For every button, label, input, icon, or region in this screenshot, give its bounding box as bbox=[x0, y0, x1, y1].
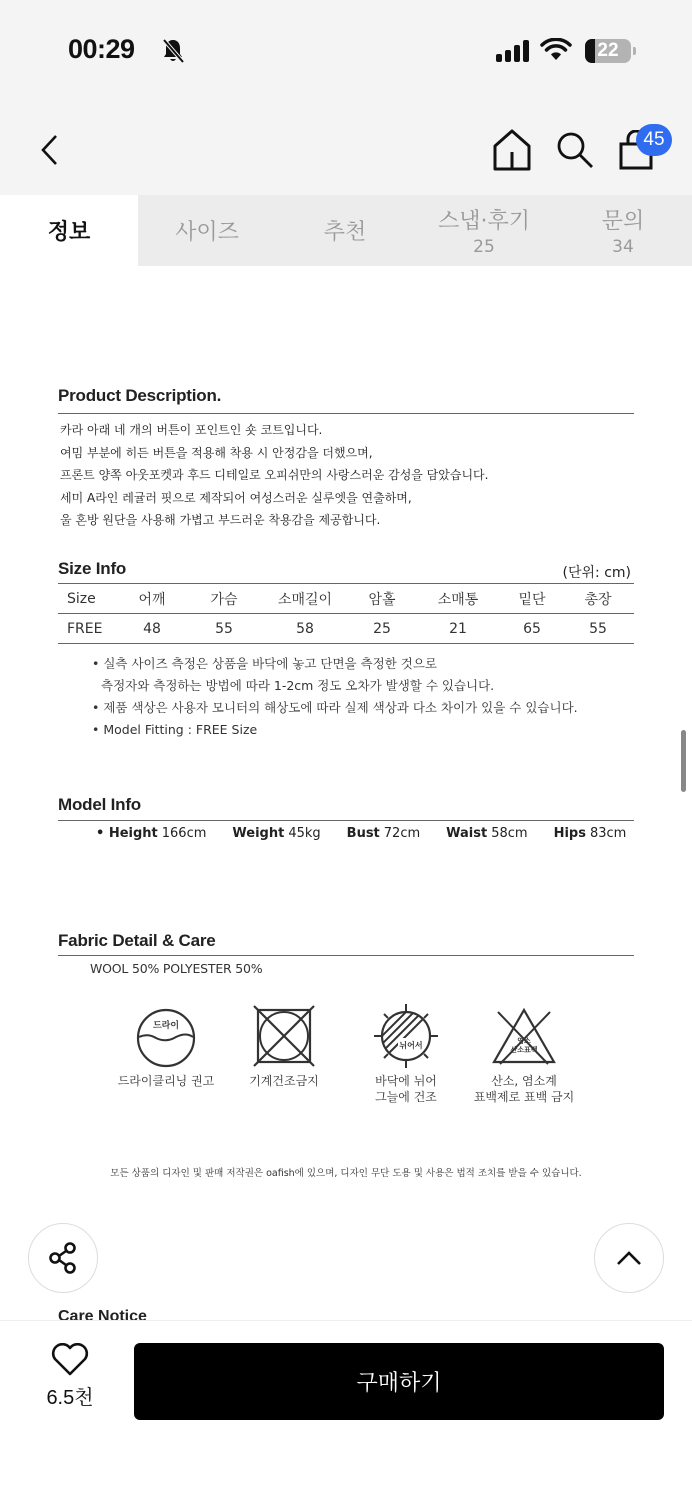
size-table bbox=[58, 584, 634, 644]
size-header-cell: 어깨 bbox=[138, 591, 166, 608]
size-cell: 21 bbox=[449, 620, 467, 637]
wifi-icon bbox=[540, 38, 572, 62]
bottom-action-bar bbox=[0, 1320, 692, 1500]
fabric-composition: WOOL 50% POLYESTER 50% bbox=[90, 961, 263, 976]
size-note: • 제품 색상은 사용자 모니터의 해상도에 따라 실제 색상과 다소 차이가 있을 수 있습니다. bbox=[92, 700, 578, 715]
share-button[interactable] bbox=[28, 1223, 98, 1293]
mute-bell-icon bbox=[161, 38, 185, 64]
tab-snap-review[interactable] bbox=[414, 195, 554, 266]
size-note: • 실측 사이즈 측정은 상품을 바닥에 놓고 단면을 측정한 것으로 bbox=[92, 656, 438, 671]
dry-clean-icon bbox=[134, 1006, 198, 1070]
size-cell: 58 bbox=[296, 620, 314, 637]
tab-size[interactable] bbox=[138, 195, 276, 266]
nav-bar bbox=[0, 100, 692, 195]
model-waist: Waist 58cm bbox=[446, 826, 528, 841]
tab-info[interactable] bbox=[0, 195, 138, 266]
size-cell: 48 bbox=[143, 620, 161, 637]
divider bbox=[58, 955, 634, 956]
description-line: 프론트 양쪽 아웃포켓과 후드 디테일로 오피쉬만의 사랑스러운 감성을 담았습니다. bbox=[60, 468, 489, 482]
model-height: • Height 166cm bbox=[96, 826, 207, 841]
size-header-cell: 소매통 bbox=[437, 591, 479, 608]
copyright-notice: 모든 상품의 디자인 및 판매 저작권은 oafish에 있으며, 디자인 무단 도용 및 사용은 법적 조치를 받을 수 있습니다. bbox=[110, 1168, 582, 1179]
no-bleach-icon bbox=[492, 1006, 556, 1070]
description-line: 울 혼방 원단을 사용해 가볍고 부드러운 착용감을 제공합니다. bbox=[60, 513, 381, 527]
divider bbox=[58, 820, 634, 821]
cart-badge: 45 bbox=[636, 124, 672, 156]
signal-icon bbox=[496, 40, 532, 62]
size-header-cell: 총장 bbox=[584, 591, 612, 608]
no-tumble-dry-icon bbox=[252, 1004, 316, 1068]
model-hips: Hips 83cm bbox=[553, 826, 627, 841]
description-line: 여밈 부분에 히든 버튼을 적용해 착용 시 안정감을 더했으며, bbox=[60, 445, 373, 460]
care-label: 드라이클리닝 권고 bbox=[117, 1074, 215, 1088]
svg-text:드라이: 드라이 bbox=[152, 1021, 180, 1031]
battery-icon bbox=[585, 39, 631, 63]
product-description-body bbox=[60, 419, 488, 532]
status-time: 00:29 bbox=[68, 34, 135, 64]
description-line: 세미 A라인 레귤러 핏으로 제작되어 여성스러운 실루엣을 연출하며, bbox=[60, 490, 412, 505]
care-label: 산소, 염소계 표백제로 표백 금지 bbox=[473, 1074, 575, 1104]
home-icon[interactable] bbox=[492, 128, 532, 172]
size-header-cell: 소매길이 bbox=[277, 591, 333, 608]
size-unit: (단위: cm) bbox=[562, 565, 631, 581]
scrollbar[interactable] bbox=[681, 730, 686, 792]
svg-text:뉘어서: 뉘어서 bbox=[399, 1041, 423, 1050]
size-table-header bbox=[58, 584, 634, 613]
svg-text:염소: 염소 bbox=[517, 1037, 531, 1045]
model-info-title: Model Info bbox=[58, 795, 141, 814]
size-header-cell: Size bbox=[67, 590, 96, 607]
like-button[interactable] bbox=[38, 1343, 102, 1418]
model-weight: Weight 45kg bbox=[232, 826, 321, 841]
size-table-row bbox=[58, 614, 634, 643]
tab-label: 추천 bbox=[323, 220, 367, 245]
size-header-cell: 암홀 bbox=[368, 591, 396, 608]
tab-label: 정보 bbox=[47, 220, 91, 245]
size-note: • Model Fitting : FREE Size bbox=[92, 722, 258, 737]
svg-text:산소표백: 산소표백 bbox=[510, 1046, 538, 1054]
size-header-cell: 밑단 bbox=[518, 591, 546, 608]
product-detail-content bbox=[0, 266, 692, 1320]
buy-button[interactable]: 구매하기 bbox=[134, 1343, 664, 1420]
tab-label: 스냅·후기 bbox=[437, 209, 530, 234]
size-cell: FREE bbox=[67, 620, 103, 637]
size-notes bbox=[92, 653, 578, 741]
tab-count: 34 bbox=[612, 237, 634, 257]
tab-inquiry[interactable] bbox=[554, 195, 692, 266]
tab-label: 사이즈 bbox=[175, 220, 239, 245]
back-icon[interactable] bbox=[34, 130, 64, 170]
care-notice-title: Care Notice bbox=[58, 1308, 147, 1320]
chevron-up-icon bbox=[614, 1248, 644, 1268]
size-info-title: Size Info bbox=[58, 559, 127, 578]
search-icon[interactable] bbox=[555, 130, 595, 170]
size-cell: 55 bbox=[215, 620, 233, 637]
fabric-title: Fabric Detail & Care bbox=[58, 931, 216, 950]
tab-recommend[interactable] bbox=[276, 195, 414, 266]
product-description-title: Product Description. bbox=[58, 386, 222, 405]
like-count: 6.5천 bbox=[46, 1387, 94, 1409]
share-icon bbox=[46, 1241, 80, 1275]
dry-flat-shade-icon bbox=[374, 1004, 438, 1068]
size-header-cell: 가슴 bbox=[210, 591, 238, 608]
battery-cap bbox=[633, 47, 636, 55]
tab-label: 문의 bbox=[601, 209, 645, 234]
description-line: 카라 아래 네 개의 버튼이 포인트인 숏 코트입니다. bbox=[60, 423, 323, 437]
heart-icon bbox=[51, 1343, 89, 1377]
tab-bar bbox=[0, 195, 692, 266]
model-info-row bbox=[96, 826, 652, 841]
care-label: 기계건조금지 bbox=[249, 1074, 319, 1088]
scroll-top-button[interactable] bbox=[594, 1223, 664, 1293]
size-cell: 65 bbox=[523, 620, 541, 637]
size-cell: 55 bbox=[589, 620, 607, 637]
status-bar bbox=[0, 0, 692, 100]
battery-percent: 22 bbox=[597, 40, 619, 61]
size-note: 측정자와 측정하는 방법에 따라 1-2cm 정도 오차가 발생할 수 있습니다. bbox=[101, 678, 495, 693]
divider bbox=[58, 413, 634, 414]
care-label: 바닥에 뉘어 그늘에 건조 bbox=[375, 1074, 437, 1104]
model-bust: Bust 72cm bbox=[346, 826, 421, 841]
size-cell: 25 bbox=[373, 620, 391, 637]
divider bbox=[58, 643, 634, 644]
tab-count: 25 bbox=[473, 237, 495, 257]
